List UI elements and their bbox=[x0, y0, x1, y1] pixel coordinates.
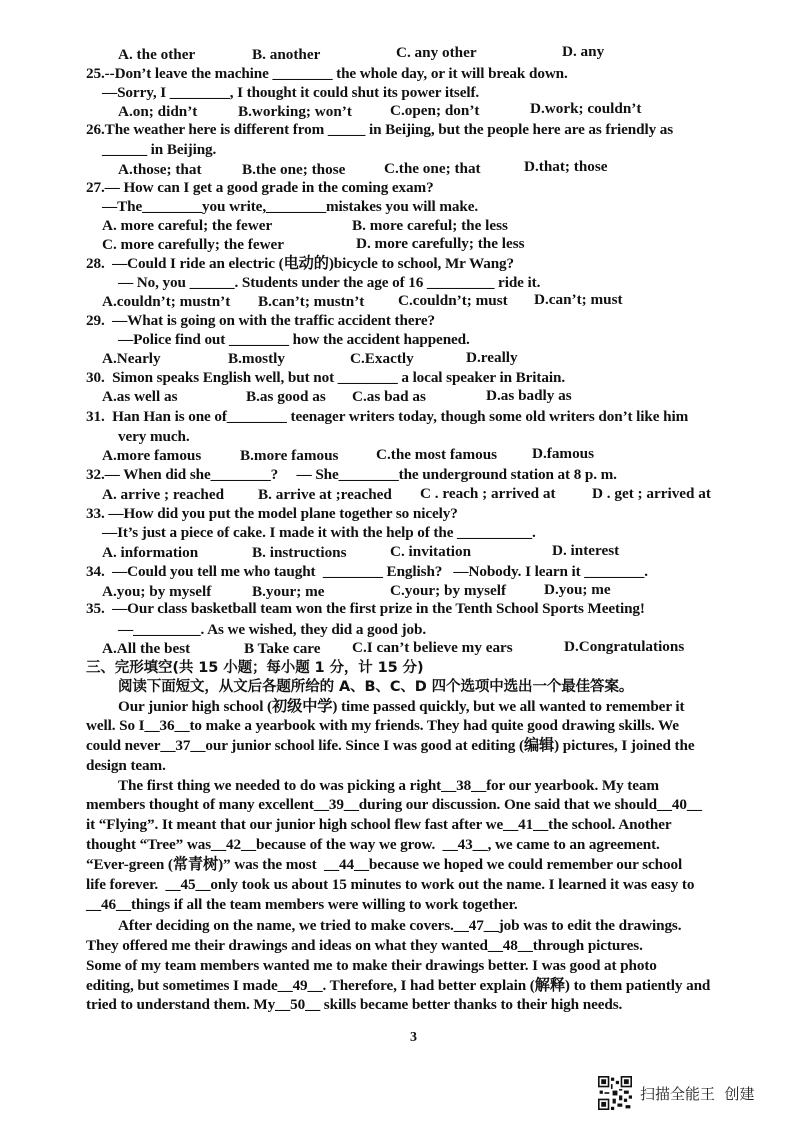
option-a: A. the other bbox=[118, 46, 196, 63]
option-c: C.couldn’t; must bbox=[398, 292, 508, 309]
passage-line: The first thing we needed to do was picking a right__38__for our yearbook. My team bbox=[118, 777, 659, 794]
question-25-line2: —Sorry, I ________, I thought it could shut its power itself. bbox=[102, 84, 480, 101]
option-b: B.can’t; mustn’t bbox=[258, 293, 365, 310]
option-c: C. invitation bbox=[390, 543, 472, 560]
question-29-line1: 29. —What is going on with the traffic accident there? bbox=[86, 312, 435, 329]
question-32: 32.— When did she________? — She________the underground station at 8 p. m. bbox=[86, 466, 617, 483]
page-number: 3 bbox=[410, 1030, 417, 1045]
question-28-line1: 28. —Could I ride an electric (电动的)bicycle to school, Mr Wang? bbox=[86, 255, 515, 272]
option-c: C.your; by myself bbox=[390, 582, 507, 599]
passage-line: editing, but sometimes I made__49__. Therefore, I had better explain (解释) to them patiently and bbox=[86, 977, 711, 994]
option-b: B.working; won’t bbox=[238, 103, 352, 120]
option-b: B Take care bbox=[244, 640, 321, 657]
option-a: A. more careful; the fewer bbox=[102, 217, 273, 234]
option-a: A. information bbox=[102, 544, 199, 561]
option-b: B.more famous bbox=[240, 447, 339, 464]
option-d: D.can’t; must bbox=[534, 291, 623, 308]
question-25-line1: 25.--Don’t leave the machine ________ the whole day, or it will break down. bbox=[86, 65, 568, 82]
option-c: C.open; don’t bbox=[390, 102, 480, 119]
passage-line: After deciding on the name, we tried to make covers.__47__job was to edit the drawings. bbox=[118, 917, 682, 934]
option-d: D.famous bbox=[532, 445, 595, 462]
instructions: 阅读下面短文，从文后各题所给的 A、B、C、D 四个选项中选出一个最佳答案。 bbox=[118, 679, 634, 695]
scanner-watermark bbox=[598, 1076, 755, 1110]
question-29-line2: —Police find out ________ how the accident happened. bbox=[118, 331, 470, 348]
option-d: D.as badly as bbox=[486, 387, 572, 404]
passage-line: They offered me their drawings and ideas on what they wanted__48__through pictures. bbox=[86, 937, 643, 954]
option-b: B. arrive at ;reached bbox=[258, 486, 392, 503]
passage-line: “Ever-green (常青树)” was the most __44__because we hoped we could remember our school bbox=[86, 856, 683, 873]
passage-line: could never__37__our junior school life. Since I was good at editing (编辑) pictures, I joined the bbox=[86, 737, 695, 754]
passage-line: members thought of many excellent__39__during our discussion. One said that we should__40__ bbox=[86, 796, 702, 813]
option-b: B.as good as bbox=[246, 388, 326, 405]
option-a: A. arrive ; reached bbox=[102, 486, 225, 503]
option-c: C.as bad as bbox=[352, 388, 426, 405]
section-3-heading: 三、完形填空(共 15 小题；每小题 1 分，计 15 分) bbox=[86, 660, 424, 676]
passage-line: design team. bbox=[86, 757, 166, 774]
watermark-text: 扫描全能王 创建 bbox=[640, 1084, 755, 1103]
option-b: B.the one; those bbox=[242, 161, 346, 178]
option-d: D. interest bbox=[552, 542, 620, 559]
question-27-line2: —The________you write,________mistakes you will make. bbox=[102, 198, 479, 215]
option-d: D.Congratulations bbox=[564, 638, 685, 655]
qr-code-icon bbox=[598, 1076, 632, 1110]
option-d: D.you; me bbox=[544, 581, 611, 598]
passage-line: __46__things if all the team members were willing to work together. bbox=[86, 896, 518, 913]
option-c: C . reach ; arrived at bbox=[420, 485, 556, 502]
passage-line: tried to understand them. My__50__ skills became better thanks to their high needs. bbox=[86, 996, 623, 1013]
question-33-line2: —It’s just a piece of cake. I made it with the help of the __________. bbox=[102, 524, 536, 541]
passage-line: well. So I__36__to make a yearbook with my friends. They had quite good drawing skills. We bbox=[86, 717, 679, 734]
question-26-line1: 26.The weather here is different from _____ in Beijing, but the people here are as friendly as bbox=[86, 121, 674, 138]
option-d: D.work; couldn’t bbox=[530, 100, 642, 117]
option-d: D.really bbox=[466, 349, 518, 366]
question-35-line2: —_________. As we wished, they did a good job. bbox=[118, 621, 427, 638]
option-c: C.I can’t believe my ears bbox=[352, 639, 513, 656]
option-a: A.you; by myself bbox=[102, 583, 212, 600]
option-c: C.the one; that bbox=[384, 160, 481, 177]
option-d: D . get ; arrived at bbox=[592, 485, 711, 502]
question-26-line2: ______ in Beijing. bbox=[102, 141, 217, 158]
option-b: B.mostly bbox=[228, 350, 285, 367]
option-a: A.on; didn’t bbox=[118, 103, 198, 120]
option-b: B. instructions bbox=[252, 544, 347, 561]
option-a: A.more famous bbox=[102, 447, 202, 464]
question-35-line1: 35. —Our class basketball team won the first prize in the Tenth School Sports Meeting! bbox=[86, 600, 645, 617]
passage-line: Our junior high school (初级中学) time passed quickly, but we all wanted to remember it bbox=[118, 698, 685, 715]
option-a: A.those; that bbox=[118, 161, 202, 178]
option-c: C.the most famous bbox=[376, 446, 498, 463]
option-b: B. another bbox=[252, 46, 321, 63]
option-b: B. more careful; the less bbox=[352, 217, 508, 234]
question-27-line1: 27.— How can I get a good grade in the coming exam? bbox=[86, 179, 434, 196]
question-31-line1: 31. Han Han is one of________ teenager writers today, though some old writers don’t like him bbox=[86, 408, 689, 425]
option-c: C. any other bbox=[396, 44, 477, 61]
option-d: D.that; those bbox=[524, 158, 608, 175]
passage-line: thought “Tree” was__42__because of the way we grow. __43__, we came to an agreement. bbox=[86, 836, 660, 853]
option-c: C. more carefully; the fewer bbox=[102, 236, 285, 253]
option-a: A.as well as bbox=[102, 388, 178, 405]
passage-line: Some of my team members wanted me to make their drawings better. I was good at photo bbox=[86, 957, 657, 974]
passage-line: it “Flying”. It meant that our junior high school flew fast after we__41__the school. Another bbox=[86, 816, 672, 833]
question-30: 30. Simon speaks English well, but not ________ a local speaker in Britain. bbox=[86, 369, 566, 386]
question-31-line2: very much. bbox=[118, 428, 190, 445]
option-d: D. any bbox=[562, 43, 605, 60]
option-d: D. more carefully; the less bbox=[356, 235, 525, 252]
question-33-line1: 33. —How did you put the model plane together so nicely? bbox=[86, 505, 458, 522]
option-a: A.All the best bbox=[102, 640, 191, 657]
passage-line: life forever. __45__only took us about 15 minutes to work out the name. I learned it was easy to bbox=[86, 876, 695, 893]
question-34: 34. —Could you tell me who taught ________ English? —Nobody. I learn it ________. bbox=[86, 563, 648, 580]
option-b: B.your; me bbox=[252, 583, 325, 600]
question-28-line2: — No, you ______. Students under the age of 16 _________ ride it. bbox=[118, 274, 541, 291]
option-a: A.couldn’t; mustn’t bbox=[102, 293, 231, 310]
option-c: C.Exactly bbox=[350, 350, 414, 367]
option-a: A.Nearly bbox=[102, 350, 161, 367]
